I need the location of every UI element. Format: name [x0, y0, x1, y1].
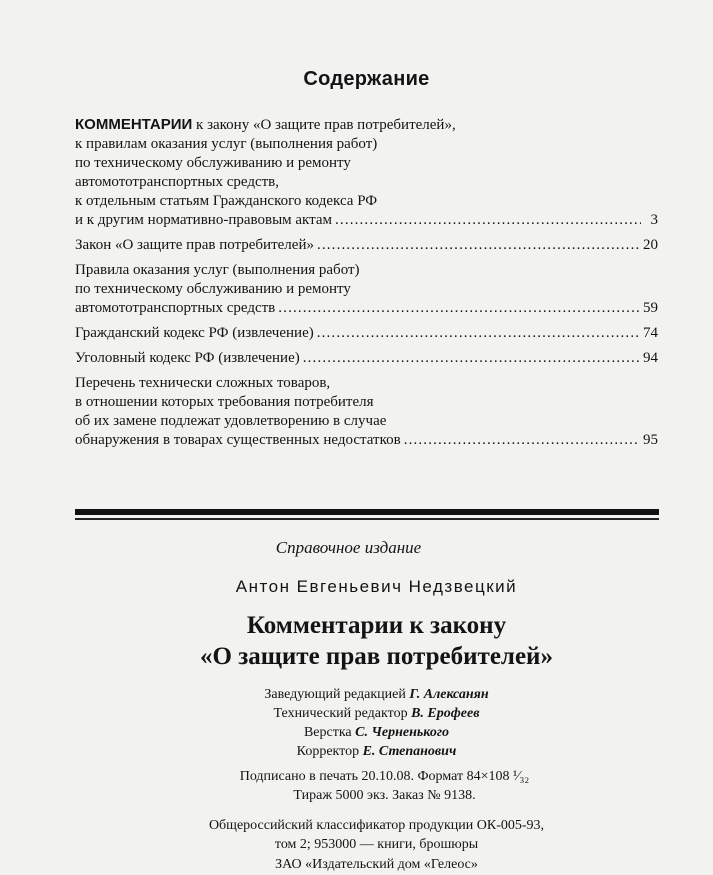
- toc-entry: [75, 261, 658, 318]
- credit-name: С. Черненького: [355, 725, 450, 740]
- credit-name: Е. Степанович: [362, 744, 457, 759]
- publisher: ЗАО «Издательский дом «Гелеос»: [275, 857, 478, 872]
- toc-entry: [75, 324, 658, 343]
- credit-role: Верстка: [303, 725, 352, 740]
- toc-page-number: 20: [643, 237, 658, 253]
- classifier-line-2: том 2; 953000 — книги, брошюры: [274, 837, 479, 852]
- reference-edition-label: Справочное издание: [275, 538, 422, 557]
- toc-page-number: 3: [650, 212, 658, 228]
- print-info-line-1: Подписано в печать 20.10.08. Формат 84×108 ¹⁄₃₂: [239, 769, 530, 784]
- book-title: [20, 610, 713, 672]
- credit-role: Корректор: [296, 744, 360, 759]
- toc-entry-text: Закон «О защите прав потребителей»: [75, 237, 314, 253]
- toc-entry-text: Уголовный кодекс РФ (извлечение): [75, 350, 300, 366]
- toc-leader-dots: [278, 299, 640, 318]
- toc-page-number: 59: [643, 300, 658, 316]
- toc-entry-last-line: [75, 349, 658, 368]
- toc-leader-dots: [404, 431, 640, 450]
- toc-leader-dots: [317, 324, 640, 343]
- thin-divider: [75, 518, 659, 520]
- toc-entry-last-line: [75, 299, 658, 318]
- toc-entry-line: в отношении которых требования потребителя: [75, 394, 374, 410]
- toc-entry: [75, 236, 658, 255]
- toc-entry-last-line: [75, 324, 658, 343]
- toc-title: Содержание: [303, 68, 430, 90]
- author-name: Антон Евгеньевич Недзвецкий: [235, 577, 518, 596]
- toc-entry-lead-rest: к закону «О защите прав потребителей»,: [192, 117, 456, 133]
- toc-entry-text: обнаружения в товарах существенных недостатков: [75, 432, 401, 448]
- credits-block: [20, 685, 713, 761]
- credit-line: [20, 685, 713, 704]
- credit-line: [20, 742, 713, 761]
- credit-name: В. Ерофеев: [411, 706, 480, 721]
- credit-name: Г. Алексанян: [409, 687, 489, 702]
- toc-entry-line: Правила оказания услуг (выполнения работ): [75, 262, 360, 278]
- book-title-line-1: Комментарии к закону: [246, 612, 507, 639]
- toc-entry-text: и к другим нормативно-правовым актам: [75, 212, 333, 228]
- toc-entry-last-line: [75, 211, 658, 230]
- toc-leader-dots: [303, 349, 640, 368]
- toc-entry-line: по техническому обслуживанию и ремонту: [75, 281, 351, 297]
- print-info-line-2: Тираж 5000 экз. Заказ № 9138.: [293, 788, 476, 803]
- toc-page-number: 95: [643, 432, 658, 448]
- toc-entry-lead: КОММЕНТАРИИ: [75, 116, 193, 133]
- book-title-line-2: «О защите прав потребителей»: [200, 643, 553, 670]
- toc-entry-text: автомототранспортных средств: [75, 300, 276, 316]
- toc-entry-first-line: [75, 115, 658, 135]
- credit-role: Заведующий редакцией: [264, 687, 406, 702]
- toc-page-number: 74: [643, 325, 658, 341]
- credit-role: Технический редактор: [273, 706, 408, 721]
- credit-line: [20, 704, 713, 723]
- toc-entry-last-line: [75, 431, 658, 450]
- toc-entry: [75, 374, 658, 450]
- thick-divider: [75, 509, 659, 515]
- toc-leader-dots: [335, 211, 641, 230]
- toc-entry-last-line: [75, 236, 658, 255]
- toc-entry-line: об их замене подлежат удовлетворению в случае: [75, 413, 387, 429]
- toc-entry: [75, 349, 658, 368]
- toc-leader-dots: [317, 236, 640, 255]
- toc-entry: [75, 115, 658, 230]
- classifier-line-1: Общероссийский классификатор продукции ОК-005-93,: [208, 818, 545, 833]
- toc-entry-text: Гражданский кодекс РФ (извлечение): [75, 325, 314, 341]
- credit-line: [20, 723, 713, 742]
- toc-entry-line: к отдельным статьям Гражданского кодекса РФ: [75, 193, 378, 209]
- toc-page-number: 94: [643, 350, 658, 366]
- toc-entry-line: по техническому обслуживанию и ремонту: [75, 155, 351, 171]
- toc-entry-line: Перечень технически сложных товаров,: [75, 375, 331, 391]
- classifier-info: [20, 816, 713, 854]
- toc-entry-line: автомототранспортных средств,: [75, 174, 280, 190]
- table-of-contents: [75, 115, 658, 456]
- print-info: [28, 767, 713, 805]
- toc-entry-line: к правилам оказания услуг (выполнения работ): [75, 136, 378, 152]
